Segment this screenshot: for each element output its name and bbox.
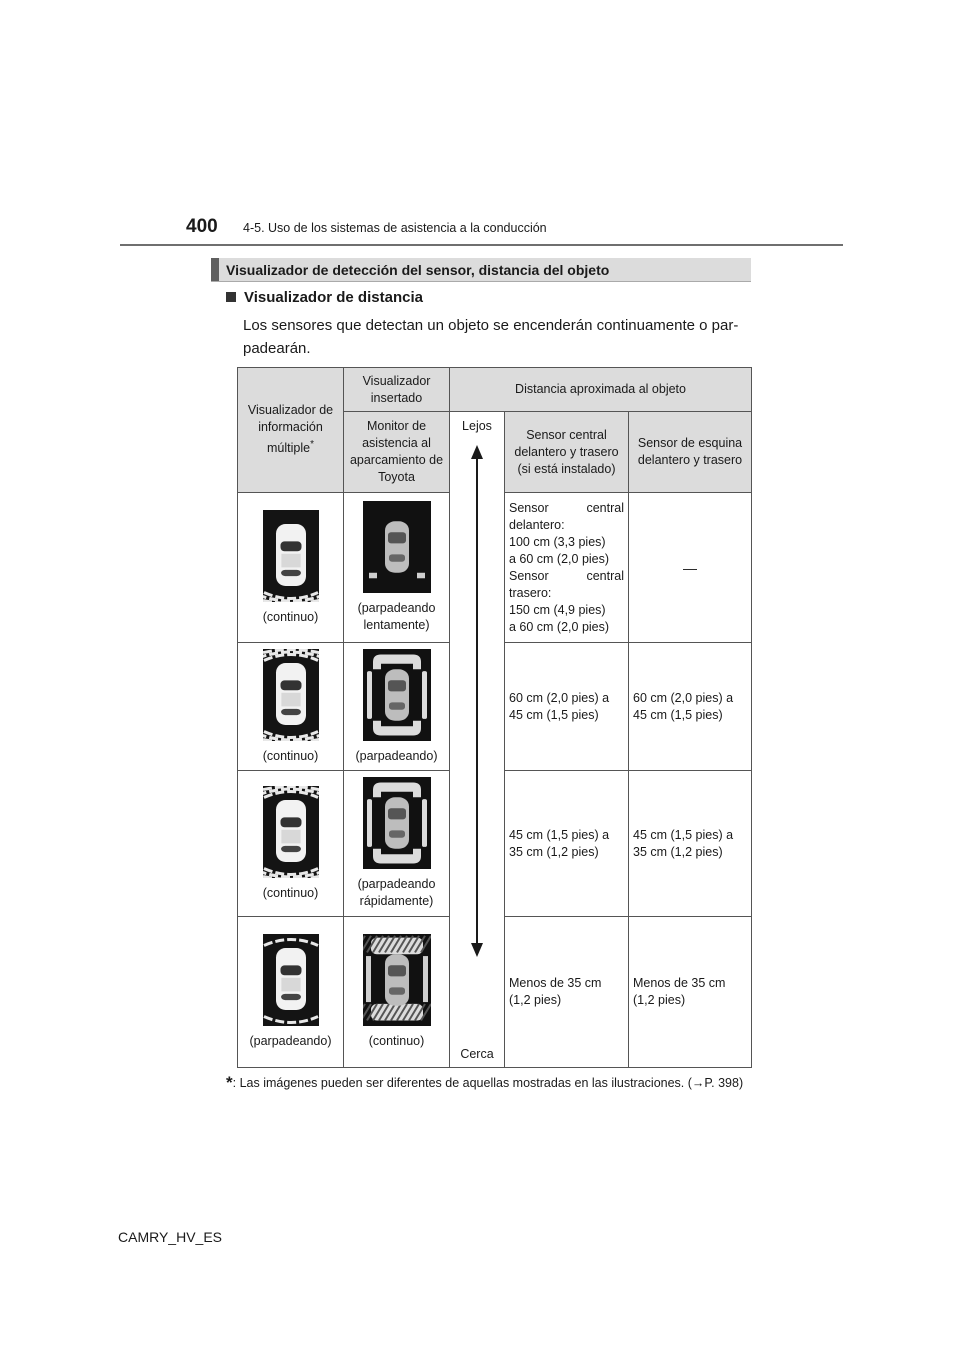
table-row-4-center: Menos de 35 cm (1,2 pies) <box>505 917 629 1068</box>
double-arrow-icon <box>471 445 483 957</box>
table-row-2-corner: 60 cm (2,0 pies) a 45 cm (1,5 pies) <box>629 643 752 771</box>
header-parking-monitor: Monitor de asistencia al aparcamiento de Toyota <box>344 412 450 493</box>
footnote-text: : Las imágenes pueden ser diferentes de aquellas mostradas en las ilustraciones. (→P. 398) <box>232 1076 744 1090</box>
caption: (parpadeando lentamente) <box>357 601 436 632</box>
distance-table <box>237 367 752 1068</box>
table-row-1-multi-info <box>238 493 344 643</box>
section-bar-marker <box>211 258 219 281</box>
table-row-3-corner: 45 cm (1,5 pies) a 35 cm (1,2 pies) <box>629 771 752 917</box>
caption: (continuo) <box>262 885 319 900</box>
inset-car-image <box>348 934 445 1029</box>
document-code: CAMRY_HV_ES <box>118 1229 223 1245</box>
subheading-text: Visualizador de distancia <box>244 289 423 306</box>
header-multi-info-display <box>238 368 344 493</box>
table-row-1-corner: — <box>629 493 752 643</box>
center-line: 150 cm (4,9 pies) <box>509 602 606 617</box>
page-number: 400 <box>186 216 218 237</box>
intro-paragraph: Los sensores que detectan un objeto se encenderán continuamente o par- padearán. <box>243 317 739 357</box>
table-row-2-multi-info <box>238 643 344 771</box>
table-row-3-inset <box>344 771 450 917</box>
center-line: a 60 cm (2,0 pies) <box>509 619 610 634</box>
footnote <box>226 1074 746 1092</box>
caption: (continuo) <box>368 1034 425 1048</box>
center-line: Sensor central delantero: <box>509 500 624 532</box>
multi-info-car-image <box>242 786 339 881</box>
multi-info-car-image <box>242 934 339 1029</box>
inset-car-image <box>348 777 445 872</box>
inset-car-image <box>348 501 445 596</box>
table-row-1-inset <box>344 493 450 643</box>
inset-car-image <box>348 649 445 744</box>
caption: (parpadeando) <box>355 748 438 763</box>
header-multi-info-text: Visualizador de información múltiple <box>247 403 334 456</box>
table-row-4-inset <box>344 917 450 1068</box>
header-corner-sensor: Sensor de esquina delantero y trasero <box>629 412 752 493</box>
table-row-3-multi-info <box>238 771 344 917</box>
caption: (parpadeando) <box>249 1034 332 1048</box>
center-line: a 60 cm (2,0 pies) <box>509 551 610 566</box>
caption: (continuo) <box>262 609 319 624</box>
arrow-label-near: Cerca <box>460 1047 494 1061</box>
header-approx-distance: Distancia aproximada al objeto <box>450 368 752 412</box>
caption: (continuo) <box>262 748 319 763</box>
caption: (parpadeando rápidamente) <box>357 877 436 908</box>
section-bar <box>211 258 751 282</box>
center-line: Sensor central trasero: <box>509 568 624 600</box>
table-row-2-inset <box>344 643 450 771</box>
header-inset-display: Visualizador insertado <box>344 368 450 412</box>
section-title: Visualizador de detección del sensor, distancia del objeto <box>226 262 610 278</box>
multi-info-car-image <box>242 510 339 605</box>
footnote-mark: * <box>226 1073 233 1092</box>
header-center-sensor: Sensor central delantero y trasero (si está instalado) <box>505 412 629 493</box>
square-bullet-icon <box>226 292 236 302</box>
header-rule <box>120 244 843 246</box>
arrow-label-far: Lejos <box>462 419 492 433</box>
table-row-4-multi-info <box>238 917 344 1068</box>
table-row-3-center: 45 cm (1,5 pies) a 35 cm (1,2 pies) <box>505 771 629 917</box>
distance-arrow-column <box>450 412 505 1068</box>
center-line: 100 cm (3,3 pies) <box>509 534 606 549</box>
table-row-1-center <box>505 493 629 643</box>
table-row-4-corner: Menos de 35 cm (1,2 pies) <box>629 917 752 1068</box>
subheading <box>226 289 423 306</box>
table-row-2-center: 60 cm (2,0 pies) a 45 cm (1,5 pies) <box>505 643 629 771</box>
header-footnote-mark: * <box>310 439 314 451</box>
chapter-title: 4-5. Uso de los sistemas de asistencia a la conducción <box>243 221 547 235</box>
multi-info-car-image <box>242 649 339 744</box>
